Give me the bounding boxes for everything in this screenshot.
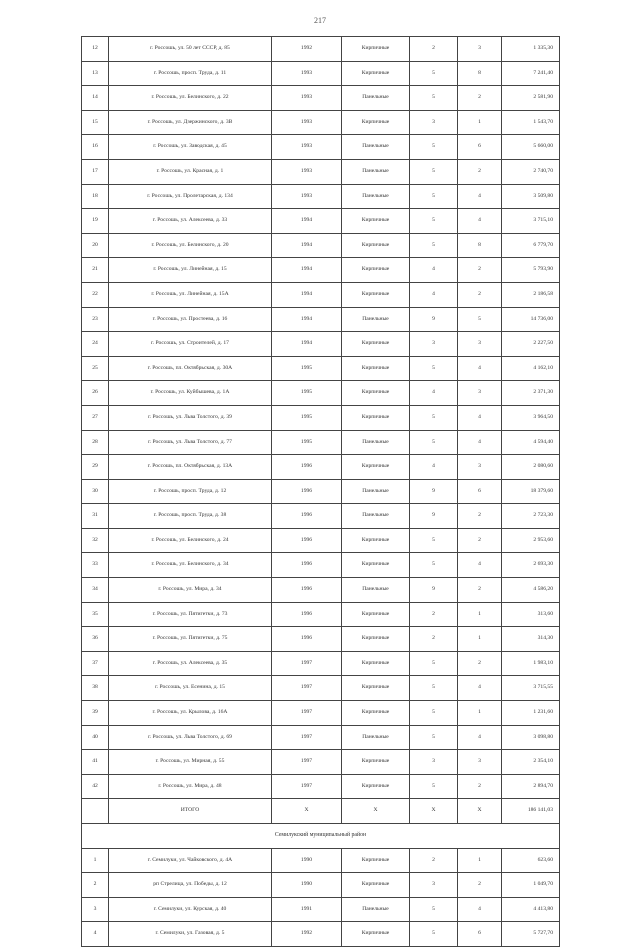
row-number: 31 (82, 504, 109, 529)
row-area: 4 413,80 (502, 897, 560, 922)
row-number: 21 (82, 258, 109, 283)
row-address: г. Россошь, ул. Мира, д. 48 (109, 774, 272, 799)
table-row (82, 922, 560, 947)
row-material: Кирпичные (342, 774, 410, 799)
table-row (82, 405, 560, 430)
row-entrances: 2 (458, 873, 502, 898)
row-entrances: 4 (458, 405, 502, 430)
row-entrances: 2 (458, 159, 502, 184)
row-number: 36 (82, 627, 109, 652)
row-area: 1 983,10 (502, 651, 560, 676)
row-number: 19 (82, 209, 109, 234)
table-row (82, 578, 560, 603)
row-address: г. Россошь, ул. Красная, д. 1 (109, 159, 272, 184)
row-number: 13 (82, 61, 109, 86)
row-number: 15 (82, 110, 109, 135)
row-material: Панельные (342, 430, 410, 455)
row-year: 1992 (272, 37, 342, 62)
row-floors: 5 (410, 725, 458, 750)
row-entrances: 1 (458, 627, 502, 652)
row-entrances: 4 (458, 209, 502, 234)
row-floors: 2 (410, 37, 458, 62)
row-material: Кирпичные (342, 282, 410, 307)
row-material: Панельные (342, 725, 410, 750)
table-row (82, 528, 560, 553)
row-floors: 9 (410, 504, 458, 529)
row-entrances: 6 (458, 479, 502, 504)
row-material: Кирпичные (342, 258, 410, 283)
row-material: Кирпичные (342, 676, 410, 701)
row-entrances: 2 (458, 504, 502, 529)
row-year: 1990 (272, 873, 342, 898)
table-row (82, 701, 560, 726)
row-year: 1996 (272, 504, 342, 529)
total-material: X (342, 799, 410, 824)
row-floors: 5 (410, 159, 458, 184)
row-floors: 5 (410, 86, 458, 111)
row-material: Панельные (342, 184, 410, 209)
row-area: 2 227,50 (502, 332, 560, 357)
row-floors: 5 (410, 922, 458, 947)
row-number: 32 (82, 528, 109, 553)
row-floors: 5 (410, 405, 458, 430)
row-entrances: 2 (458, 578, 502, 603)
row-entrances: 5 (458, 307, 502, 332)
row-floors: 2 (410, 848, 458, 873)
row-year: 1993 (272, 61, 342, 86)
row-floors: 5 (410, 676, 458, 701)
table-row (82, 750, 560, 775)
table-row (82, 651, 560, 676)
row-year: 1995 (272, 356, 342, 381)
row-address: г. Россошь, ул. Мирная, д. 55 (109, 750, 272, 775)
row-entrances: 3 (458, 381, 502, 406)
row-floors: 2 (410, 602, 458, 627)
row-entrances: 4 (458, 184, 502, 209)
table-row (82, 873, 560, 898)
row-material: Кирпичные (342, 405, 410, 430)
row-area: 2 371,30 (502, 381, 560, 406)
table-row (82, 725, 560, 750)
row-number: 26 (82, 381, 109, 406)
row-entrances: 3 (458, 37, 502, 62)
table-row (82, 553, 560, 578)
row-number: 20 (82, 233, 109, 258)
row-address: г. Россошь, ул. Белинского, д. 34 (109, 553, 272, 578)
row-year: 1993 (272, 159, 342, 184)
row-number: 37 (82, 651, 109, 676)
table-row (82, 332, 560, 357)
table-row (82, 627, 560, 652)
row-number: 25 (82, 356, 109, 381)
row-area: 623,60 (502, 848, 560, 873)
table-row (82, 233, 560, 258)
row-year: 1996 (272, 455, 342, 480)
total-area: 186 141,03 (502, 799, 560, 824)
row-entrances: 2 (458, 282, 502, 307)
row-entrances: 3 (458, 455, 502, 480)
row-floors: 9 (410, 307, 458, 332)
row-number: 39 (82, 701, 109, 726)
row-number: 3 (82, 897, 109, 922)
row-number: 38 (82, 676, 109, 701)
table-row (82, 356, 560, 381)
row-year: 1997 (272, 676, 342, 701)
row-year: 1996 (272, 479, 342, 504)
row-floors: 5 (410, 233, 458, 258)
housing-register-table (81, 36, 560, 947)
row-floors: 2 (410, 627, 458, 652)
row-material: Кирпичные (342, 110, 410, 135)
row-material: Панельные (342, 86, 410, 111)
row-address: г. Семилуки, ул. Чайковского, д. 4А (109, 848, 272, 873)
row-year: 1992 (272, 922, 342, 947)
row-year: 1990 (272, 848, 342, 873)
row-floors: 3 (410, 750, 458, 775)
row-entrances: 2 (458, 86, 502, 111)
row-entrances: 4 (458, 897, 502, 922)
row-area: 3 715,55 (502, 676, 560, 701)
row-entrances: 1 (458, 602, 502, 627)
row-year: 1994 (272, 209, 342, 234)
table-row (82, 381, 560, 406)
row-floors: 5 (410, 209, 458, 234)
row-material: Панельные (342, 578, 410, 603)
row-floors: 4 (410, 381, 458, 406)
row-number: 18 (82, 184, 109, 209)
row-entrances: 4 (458, 553, 502, 578)
row-material: Панельные (342, 897, 410, 922)
row-area: 4 586,20 (502, 578, 560, 603)
row-address: г. Россошь, просп. Труда, д. 12 (109, 479, 272, 504)
row-material: Кирпичные (342, 750, 410, 775)
row-number: 1 (82, 848, 109, 873)
row-area: 5 793,90 (502, 258, 560, 283)
row-address: г. Россошь, ул. Белинского, д. 24 (109, 528, 272, 553)
row-area: 4 162,10 (502, 356, 560, 381)
row-address: г. Россошь, ул. Пролетарская, д. 134 (109, 184, 272, 209)
row-entrances: 4 (458, 356, 502, 381)
row-material: Кирпичные (342, 356, 410, 381)
row-area: 1 543,70 (502, 110, 560, 135)
row-number: 24 (82, 332, 109, 357)
section-title: Семилукский муниципальный район (82, 824, 560, 849)
row-area: 2 581,90 (502, 86, 560, 111)
table-row (82, 479, 560, 504)
row-area: 1 335,30 (502, 37, 560, 62)
row-address: г. Россошь, пл. Октябрьская, д. 13А (109, 455, 272, 480)
row-number: 12 (82, 37, 109, 62)
row-address: г. Россошь, ул. Дзержинского, д. 3В (109, 110, 272, 135)
row-year: 1995 (272, 381, 342, 406)
row-address: г. Россошь, ул. Линейная, д. 15 (109, 258, 272, 283)
table-row (82, 602, 560, 627)
row-area: 2 723,30 (502, 504, 560, 529)
row-material: Кирпичные (342, 455, 410, 480)
row-address: г. Россошь, ул. Пятигетки, д. 73 (109, 602, 272, 627)
row-address: г. Семилуки, ул. Курская, д. 40 (109, 897, 272, 922)
row-floors: 5 (410, 553, 458, 578)
row-area: 2 693,30 (502, 553, 560, 578)
row-floors: 3 (410, 873, 458, 898)
row-number: 14 (82, 86, 109, 111)
row-year: 1994 (272, 233, 342, 258)
row-area: 3 715,10 (502, 209, 560, 234)
row-material: Кирпичные (342, 602, 410, 627)
row-number: 17 (82, 159, 109, 184)
row-material: Кирпичные (342, 848, 410, 873)
row-address: г. Россошь, ул. Линейная, д. 15А (109, 282, 272, 307)
row-area: 5 727,70 (502, 922, 560, 947)
row-material: Кирпичные (342, 61, 410, 86)
table-row (82, 430, 560, 455)
table-total-section (82, 799, 560, 848)
row-address: г. Россошь, просп. Труда, д. 11 (109, 61, 272, 86)
row-floors: 5 (410, 774, 458, 799)
row-material: Кирпичные (342, 873, 410, 898)
row-entrances: 2 (458, 528, 502, 553)
row-year: 1993 (272, 135, 342, 160)
row-address: г. Россошь, ул. Белинского, д. 22 (109, 86, 272, 111)
row-floors: 5 (410, 356, 458, 381)
row-address: г. Россошь, ул. Алексеева, д. 35 (109, 651, 272, 676)
table-body-part2 (82, 848, 560, 946)
row-floors: 5 (410, 135, 458, 160)
row-floors: 5 (410, 61, 458, 86)
row-address: г. Россошь, ул. Куйбышева, д. 1А (109, 381, 272, 406)
row-area: 7 241,40 (502, 61, 560, 86)
row-year: 1994 (272, 258, 342, 283)
row-material: Панельные (342, 159, 410, 184)
row-entrances: 2 (458, 258, 502, 283)
row-year: 1994 (272, 282, 342, 307)
table-row (82, 504, 560, 529)
row-number: 41 (82, 750, 109, 775)
row-material: Панельные (342, 135, 410, 160)
row-entrances: 1 (458, 110, 502, 135)
row-address: г. Россошь, ул. Льва Толстого, д. 69 (109, 725, 272, 750)
row-address: г. Россошь, ул. Есенина, д. 15 (109, 676, 272, 701)
row-entrances: 6 (458, 922, 502, 947)
row-entrances: 3 (458, 332, 502, 357)
row-area: 14 736,00 (502, 307, 560, 332)
row-number: 2 (82, 873, 109, 898)
page-number: 217 (314, 16, 326, 25)
table-row (82, 282, 560, 307)
row-area: 313,60 (502, 602, 560, 627)
row-address: г. Россошь, ул. Льва Толстого, д. 77 (109, 430, 272, 455)
row-number: 27 (82, 405, 109, 430)
row-material: Кирпичные (342, 381, 410, 406)
row-number: 23 (82, 307, 109, 332)
row-area: 2 186,58 (502, 282, 560, 307)
row-area: 3 098,80 (502, 725, 560, 750)
row-address: г. Россошь, просп. Труда, д. 38 (109, 504, 272, 529)
table-row (82, 848, 560, 873)
row-address: г. Россошь, ул. Белинского, д. 20 (109, 233, 272, 258)
row-entrances: 2 (458, 651, 502, 676)
row-address: рп Стрелица, ул. Победы, д. 12 (109, 873, 272, 898)
row-address: г. Россошь, ул. Алексеева, д. 33 (109, 209, 272, 234)
row-material: Кирпичные (342, 627, 410, 652)
row-material: Кирпичные (342, 332, 410, 357)
row-year: 1996 (272, 578, 342, 603)
row-material: Кирпичные (342, 37, 410, 62)
row-address: г. Россошь, ул. Строителей, д. 17 (109, 332, 272, 357)
row-material: Панельные (342, 479, 410, 504)
table-row (82, 897, 560, 922)
row-floors: 5 (410, 651, 458, 676)
row-material: Панельные (342, 504, 410, 529)
table-row (82, 455, 560, 480)
row-address: г. Россошь, ул. Пятигетки, д. 75 (109, 627, 272, 652)
row-material: Кирпичные (342, 701, 410, 726)
row-area: 2 354,10 (502, 750, 560, 775)
row-entrances: 4 (458, 430, 502, 455)
row-floors: 9 (410, 479, 458, 504)
row-entrances: 6 (458, 135, 502, 160)
row-floors: 4 (410, 455, 458, 480)
row-year: 1996 (272, 602, 342, 627)
table-row (82, 307, 560, 332)
row-area: 3 509,80 (502, 184, 560, 209)
row-entrances: 3 (458, 750, 502, 775)
table-row (82, 676, 560, 701)
row-number: 34 (82, 578, 109, 603)
row-floors: 5 (410, 701, 458, 726)
row-material: Кирпичные (342, 233, 410, 258)
table-row (82, 135, 560, 160)
total-floors: X (410, 799, 458, 824)
row-floors: 5 (410, 897, 458, 922)
row-address: г. Россошь, ул. 50 лет СССР, д. 85 (109, 37, 272, 62)
row-entrances: 2 (458, 774, 502, 799)
row-number: 35 (82, 602, 109, 627)
row-year: 1997 (272, 651, 342, 676)
row-number: 4 (82, 922, 109, 947)
row-area: 18 379,60 (502, 479, 560, 504)
table-row (82, 184, 560, 209)
row-number: 33 (82, 553, 109, 578)
table-row (82, 209, 560, 234)
table-row (82, 37, 560, 62)
row-number: 28 (82, 430, 109, 455)
row-area: 2 894,70 (502, 774, 560, 799)
table-row (82, 159, 560, 184)
row-area: 2 953,60 (502, 528, 560, 553)
row-address: г. Россошь, ул. Заводская, д. 45 (109, 135, 272, 160)
row-number: 16 (82, 135, 109, 160)
row-entrances: 1 (458, 701, 502, 726)
row-floors: 5 (410, 528, 458, 553)
row-year: 1996 (272, 553, 342, 578)
row-material: Кирпичные (342, 922, 410, 947)
row-entrances: 4 (458, 676, 502, 701)
row-year: 1993 (272, 110, 342, 135)
table-row (82, 61, 560, 86)
row-year: 1995 (272, 430, 342, 455)
section-row (82, 824, 560, 849)
row-material: Кирпичные (342, 553, 410, 578)
row-year: 1994 (272, 332, 342, 357)
row-year: 1997 (272, 774, 342, 799)
row-year: 1995 (272, 405, 342, 430)
total-row (82, 799, 560, 824)
row-floors: 9 (410, 578, 458, 603)
row-number: 40 (82, 725, 109, 750)
row-number: 42 (82, 774, 109, 799)
table-row (82, 258, 560, 283)
row-entrances: 8 (458, 61, 502, 86)
row-number: 22 (82, 282, 109, 307)
row-year: 1996 (272, 627, 342, 652)
row-year: 1993 (272, 86, 342, 111)
table-row (82, 86, 560, 111)
row-area: 2 080,60 (502, 455, 560, 480)
table-body-part1 (82, 37, 560, 799)
row-material: Кирпичные (342, 528, 410, 553)
row-material: Панельные (342, 307, 410, 332)
row-address: г. Россошь, ул. Простеева, д. 16 (109, 307, 272, 332)
row-area: 314,30 (502, 627, 560, 652)
row-entrances: 8 (458, 233, 502, 258)
row-area: 5 660,00 (502, 135, 560, 160)
row-number: 29 (82, 455, 109, 480)
row-year: 1997 (272, 750, 342, 775)
row-entrances: 1 (458, 848, 502, 873)
row-floors: 3 (410, 332, 458, 357)
row-floors: 4 (410, 258, 458, 283)
row-floors: 3 (410, 110, 458, 135)
row-year: 1991 (272, 897, 342, 922)
row-material: Кирпичные (342, 651, 410, 676)
row-address: г. Россошь, ул. Крылова, д. 16А (109, 701, 272, 726)
row-address: г. Россошь, пл. Октябрьская, д. 30А (109, 356, 272, 381)
row-address: г. Россошь, ул. Мира, д. 34 (109, 578, 272, 603)
table-row (82, 774, 560, 799)
table-row (82, 110, 560, 135)
row-year: 1993 (272, 184, 342, 209)
total-number (82, 799, 109, 824)
total-year: X (272, 799, 342, 824)
row-number: 30 (82, 479, 109, 504)
row-floors: 4 (410, 282, 458, 307)
row-year: 1997 (272, 701, 342, 726)
total-label: ИТОГО (109, 799, 272, 824)
row-area: 6 779,70 (502, 233, 560, 258)
row-area: 2 740,70 (502, 159, 560, 184)
total-entrances: X (458, 799, 502, 824)
row-area: 1 231,60 (502, 701, 560, 726)
row-material: Кирпичные (342, 209, 410, 234)
row-entrances: 4 (458, 725, 502, 750)
row-address: г. Россошь, ул. Льва Толстого, д. 39 (109, 405, 272, 430)
row-year: 1994 (272, 307, 342, 332)
row-area: 1 049,70 (502, 873, 560, 898)
row-floors: 5 (410, 430, 458, 455)
row-address: г. Семилуки, ул. Газовая, д. 5 (109, 922, 272, 947)
row-area: 4 594,40 (502, 430, 560, 455)
row-year: 1996 (272, 528, 342, 553)
row-year: 1997 (272, 725, 342, 750)
row-floors: 5 (410, 184, 458, 209)
row-area: 3 964,50 (502, 405, 560, 430)
